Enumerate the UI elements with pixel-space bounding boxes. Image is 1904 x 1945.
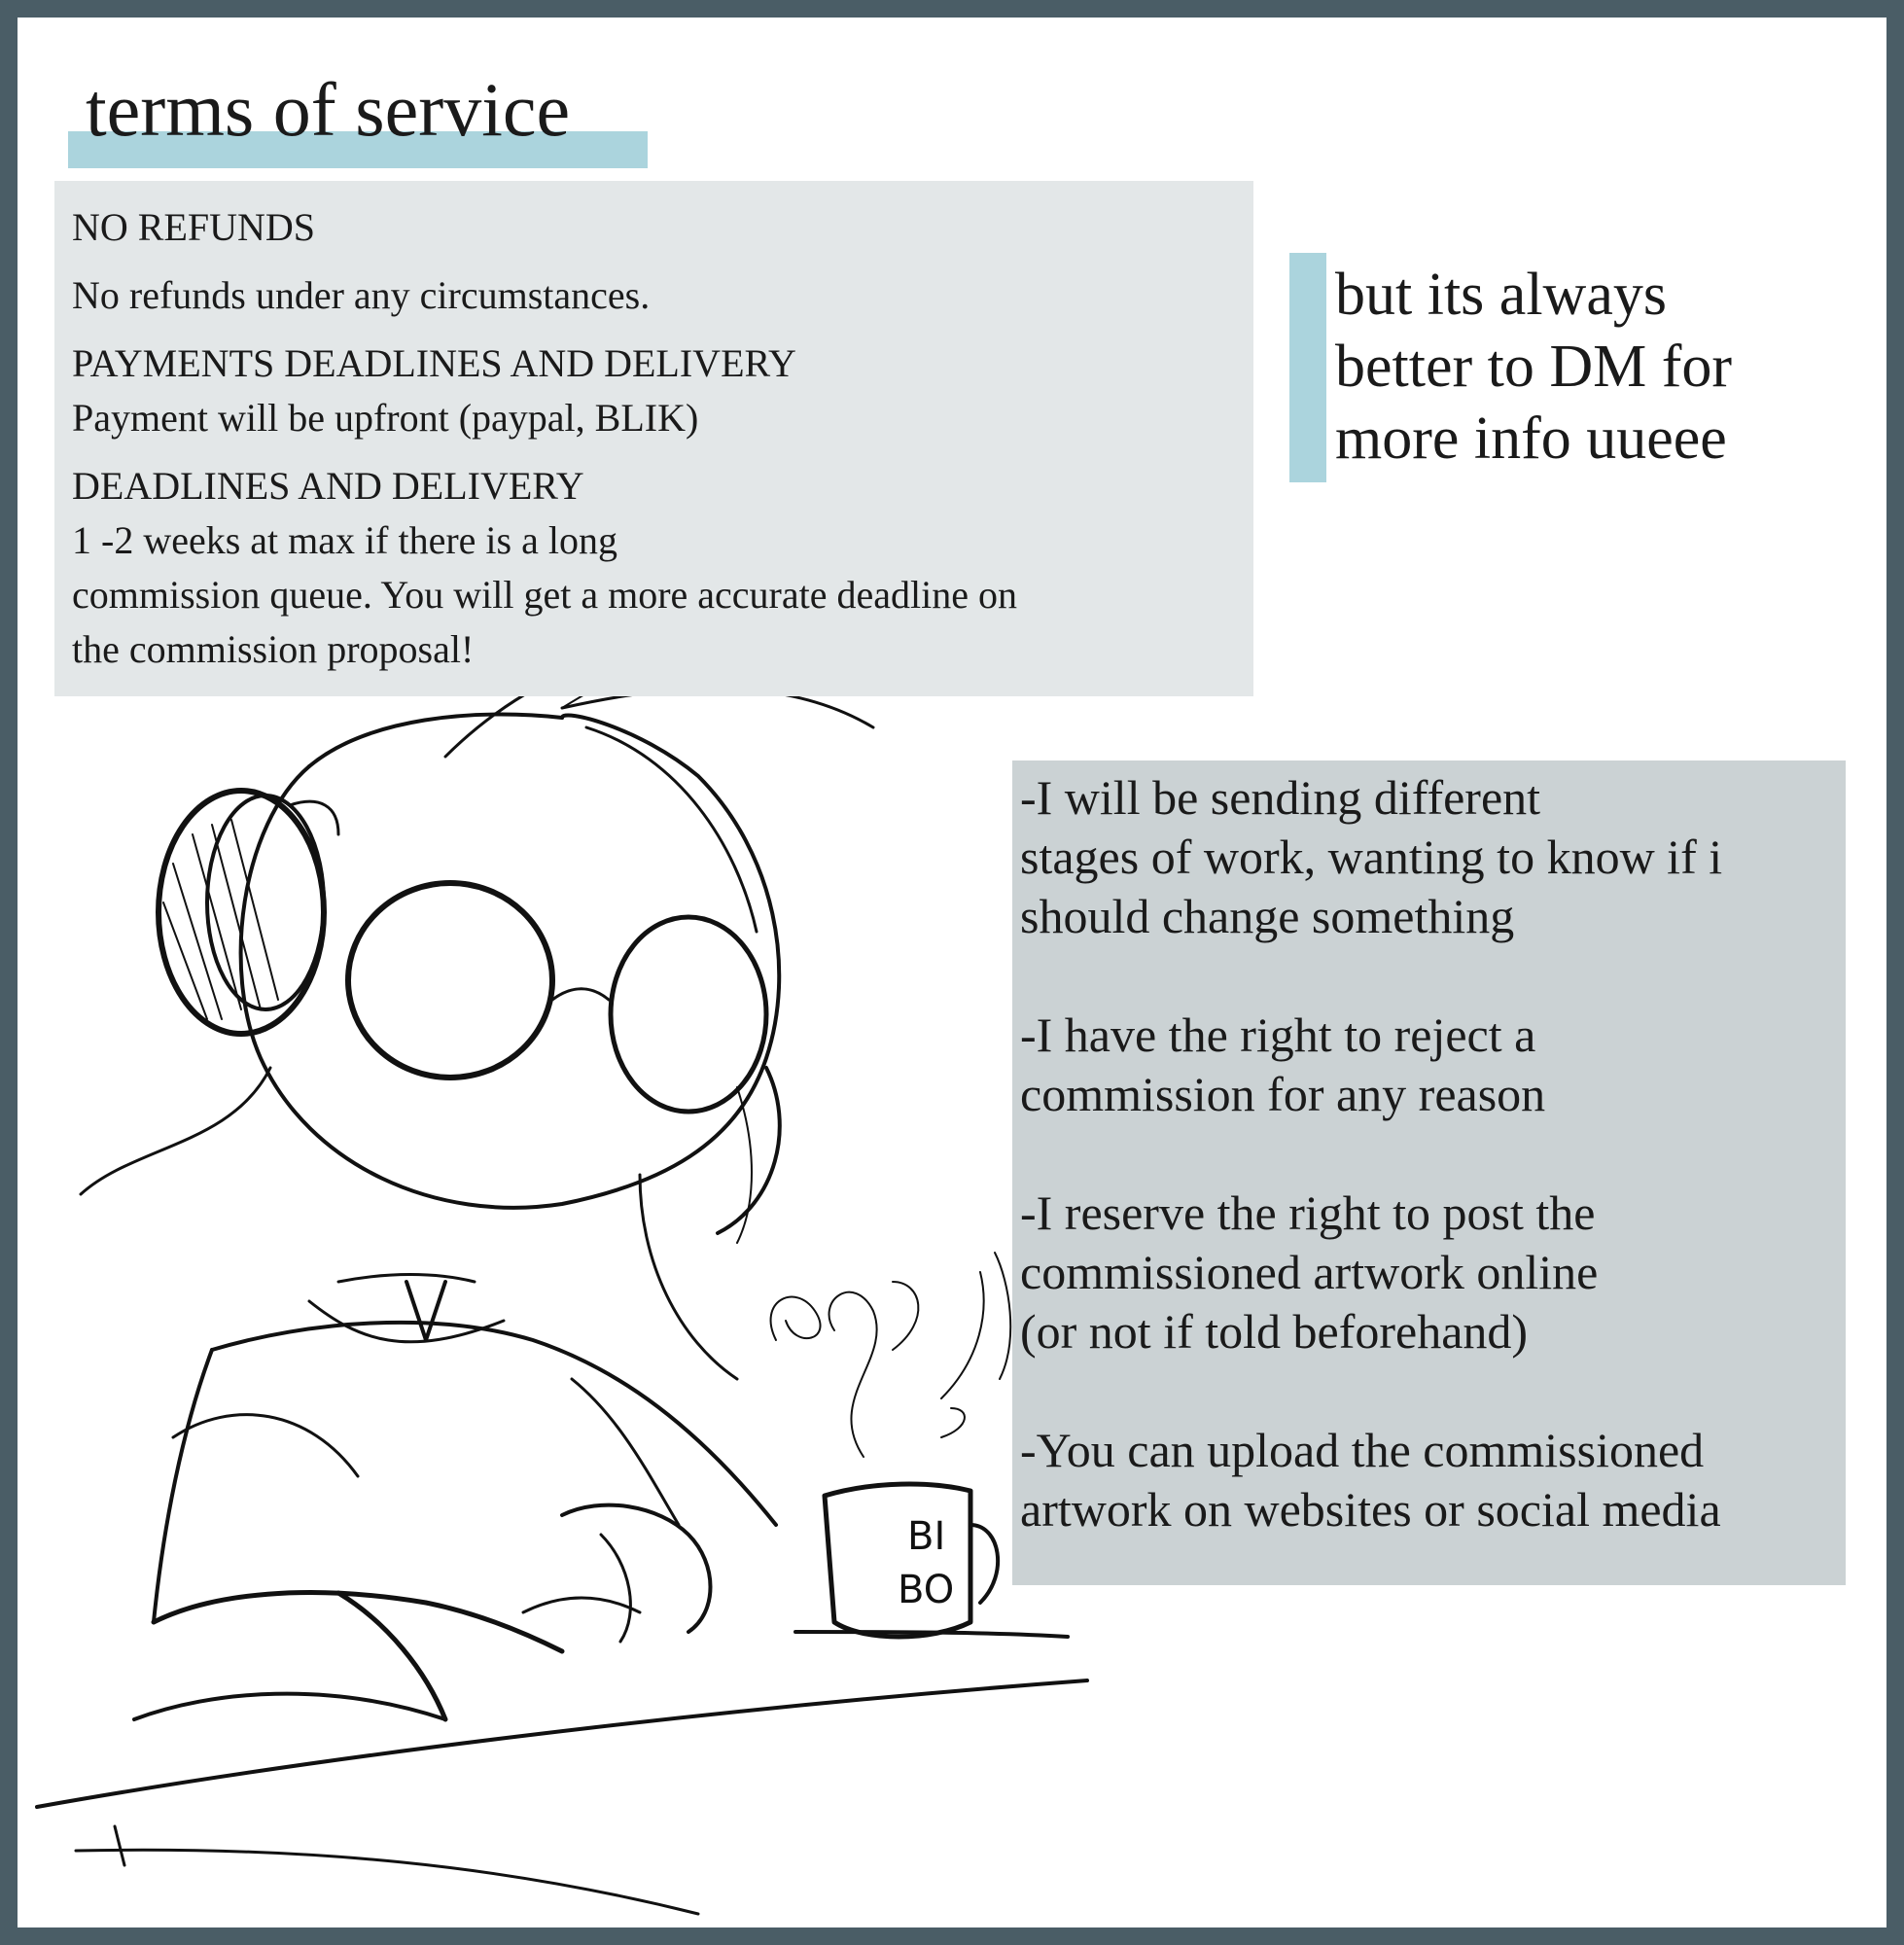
payments-body: Payment will be upfront (paypal, BLIK): [72, 396, 699, 440]
dm-note-accent-bar: [1289, 253, 1326, 482]
rule-item: -I will be sending different stages of work, wanting to know if i should change something: [1020, 770, 1723, 943]
page-frame: [18, 18, 1886, 1927]
rule-item: -I have the right to reject a commission for any reason: [1020, 1008, 1546, 1121]
no-refunds-body: No refunds under any circumstances.: [72, 273, 651, 317]
page-title: terms of service: [86, 67, 571, 152]
rule-item: -I reserve the right to post the commissioned artwork online (or not if told beforehand): [1020, 1185, 1599, 1359]
rule-item: -You can upload the commissioned artwork on websites or social media: [1020, 1423, 1721, 1537]
rules-box: [1012, 760, 1846, 1585]
no-refunds-heading: NO REFUNDS: [72, 205, 316, 249]
dm-note-line3: more info uueee: [1335, 406, 1727, 472]
mug-text-line2: BO: [898, 1568, 955, 1612]
artist-sketch-illustration: [18, 601, 1126, 1927]
payments-heading: PAYMENTS DEADLINES AND DELIVERY: [72, 341, 796, 385]
title-block: [52, 61, 635, 178]
deadlines-line3: the commission proposal!: [72, 627, 475, 671]
dm-note: [1335, 259, 1860, 475]
terms-box: [54, 181, 1253, 696]
dm-note-line2: better to DM for: [1335, 334, 1733, 400]
deadlines-line1: 1 -2 weeks at max if there is a long: [72, 518, 617, 562]
dm-note-line1: but its always: [1335, 262, 1667, 328]
mug-text-line1: BI: [907, 1514, 946, 1559]
deadlines-heading: DEADLINES AND DELIVERY: [72, 464, 584, 508]
deadlines-line2: commission queue. You will get a more accurate deadline on: [72, 573, 1017, 617]
